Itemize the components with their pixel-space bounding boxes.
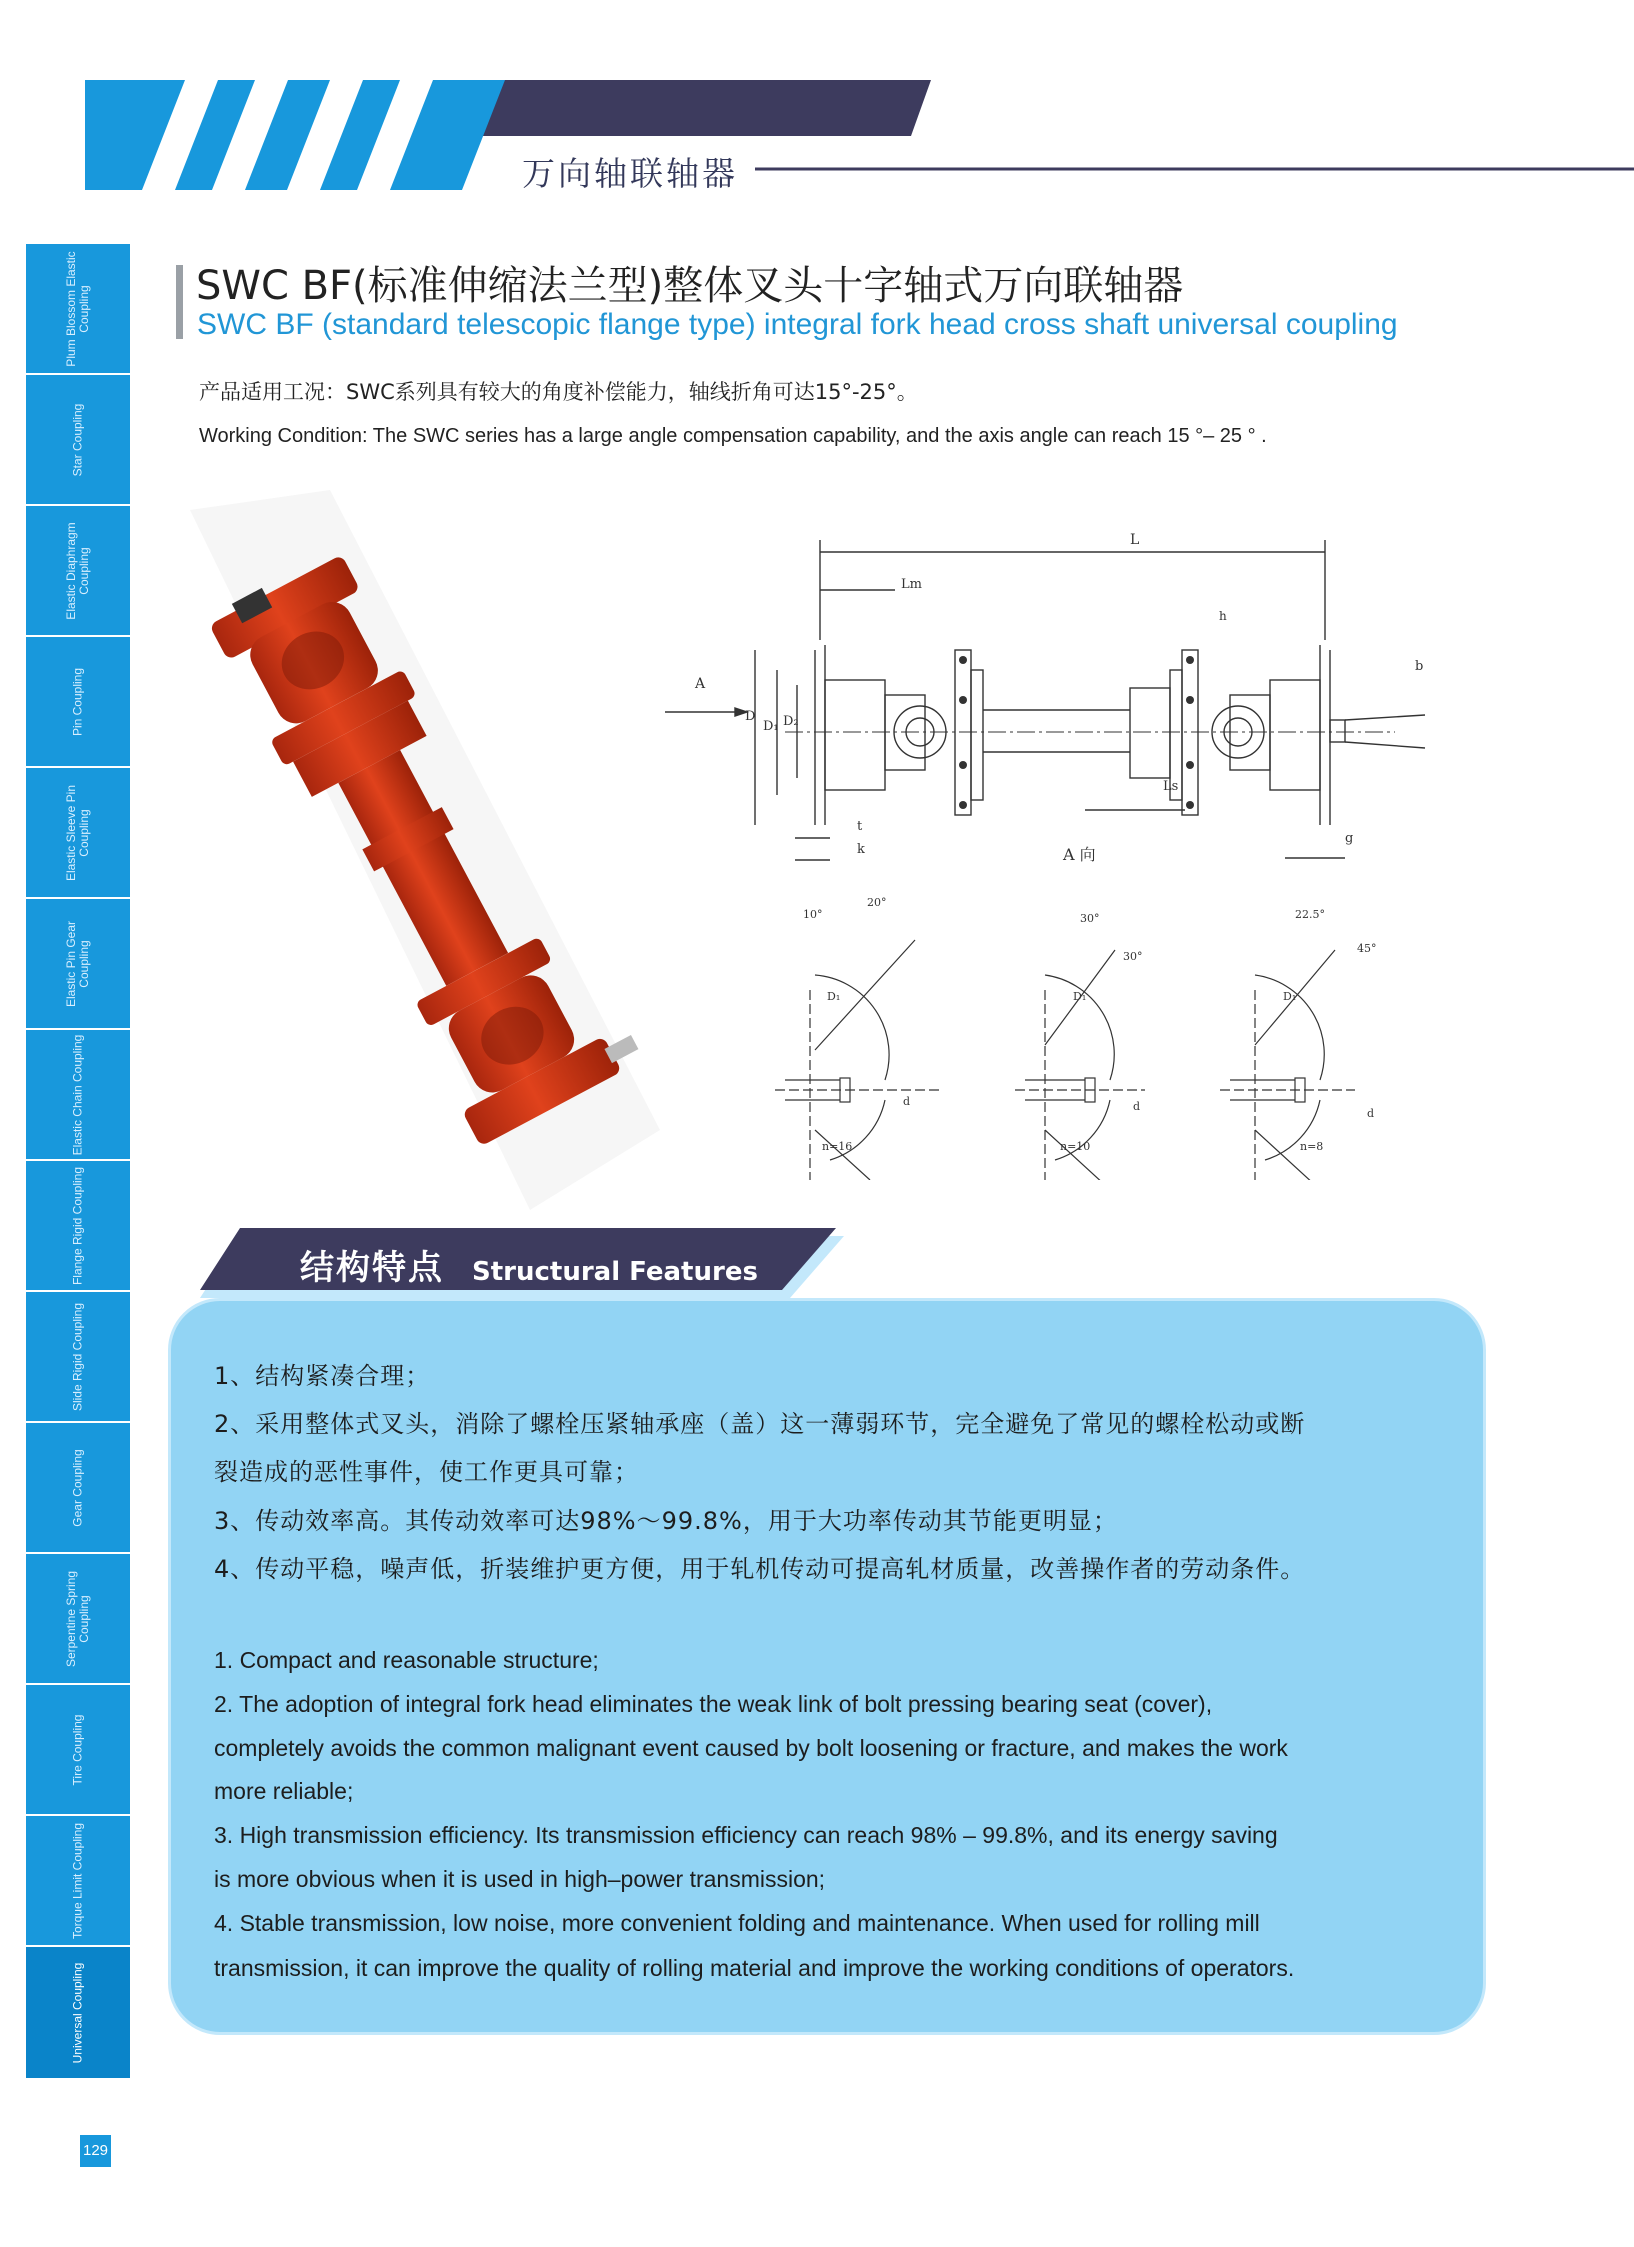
working-condition-en: Working Condition: The SWC series has a large angle compensation capability, and the axis angle can reach 15 °– 25 ° .: [199, 425, 1267, 447]
view1-dia: D₁: [827, 990, 841, 1003]
title-accent-bar: [176, 265, 183, 339]
product-photo: [190, 490, 660, 1210]
sidebar-item-label: Plum Blossom Elastic Coupling: [64, 250, 91, 367]
dim-h: h: [1219, 609, 1227, 623]
dim-b: b: [1415, 659, 1424, 674]
feature-en-line: 3. High transmission efficiency. Its transmission efficiency can reach 98% – 99.8%, and its energy saving: [214, 1822, 1278, 1848]
view3-angle2: 45°: [1357, 942, 1377, 955]
dim-k: k: [857, 842, 865, 857]
sidebar-item-gear[interactable]: [26, 1423, 130, 1554]
view2-d: d: [1133, 1100, 1141, 1113]
feature-en-line: 4. Stable transmission, low noise, more convenient folding and maintenance. When used for rolling mill: [214, 1910, 1260, 1936]
features-heading-en: Structural Features: [472, 1257, 758, 1287]
view3-d: d: [1367, 1107, 1375, 1120]
view1-angle2: 20°: [867, 896, 887, 909]
sidebar-item-label: Pin Coupling: [70, 667, 85, 736]
sidebar-item-label: Flange Rigid Coupling: [70, 1166, 85, 1285]
feature-cn-line: 1、结构紧凑合理；: [214, 1362, 431, 1390]
sidebar-item-tire[interactable]: [26, 1685, 130, 1816]
dim-Ls: Ls: [1163, 779, 1179, 794]
feature-en-line: more reliable;: [214, 1778, 354, 1804]
feature-en-line: completely avoids the common malignant event caused by bolt loosening or fracture, and makes the work: [214, 1735, 1288, 1761]
sidebar-item-label: Torque Limit Coupling: [70, 1822, 85, 1939]
dim-t: t: [857, 819, 863, 834]
view2-n: n=10: [1060, 1140, 1091, 1153]
sidebar-item-label: Star Coupling: [70, 403, 85, 476]
view2-angle1: 30°: [1080, 912, 1100, 925]
sidebar-item-label: Universal Coupling: [70, 1962, 85, 2063]
sidebar-item-flange-rigid[interactable]: [26, 1161, 130, 1292]
view1-d: d: [903, 1095, 911, 1108]
category-title: 万向轴联轴器: [522, 154, 738, 193]
sidebar-item-label: Elastic Diaphragm Coupling: [64, 521, 91, 620]
page-number: 129: [80, 2135, 111, 2167]
sidebar-item-elastic-chain[interactable]: [26, 1030, 130, 1161]
feature-cn-line: 裂造成的恶性事件，使工作更具可靠；: [214, 1458, 639, 1486]
dim-g: g: [1345, 831, 1354, 846]
feature-en-line: 1. Compact and reasonable structure;: [214, 1647, 599, 1673]
feature-en-line: is more obvious when it is used in high–power transmission;: [214, 1866, 826, 1892]
sidebar-item-label: Slide Rigid Coupling: [70, 1302, 85, 1411]
view1-angle1: 10°: [803, 908, 823, 921]
features-heading-cn: 结构特点: [300, 1248, 444, 1288]
feature-cn-line: 4、传动平稳，噪声低，折装维护更方便，用于轧机传动可提高轧材质量，改善操作者的劳动条件。: [214, 1555, 1306, 1583]
dim-Lm: Lm: [901, 577, 922, 592]
technical-drawing: [655, 520, 1500, 1180]
sidebar-item-pin[interactable]: [26, 637, 130, 768]
feature-en-line: 2. The adoption of integral fork head eliminates the weak link of bolt pressing bearing seat (cover),: [214, 1691, 1213, 1717]
view3-dia: D₁: [1283, 990, 1297, 1003]
working-condition-cn: 产品适用工况：SWC系列具有较大的角度补偿能力，轴线折角可达15°-25°。: [199, 380, 918, 404]
sidebar-nav: [26, 244, 130, 2080]
sidebar-item-label: Elastic Pin Gear Coupling: [64, 920, 91, 1007]
sidebar-item-elastic-diaphragm[interactable]: [26, 506, 130, 637]
product-title-en: SWC BF (standard telescopic flange type) integral fork head cross shaft universal coupling: [197, 308, 1398, 341]
view-direction-label: A 向: [1063, 845, 1096, 864]
feature-cn-line: 2、采用整体式叉头，消除了螺栓压紧轴承座（盖）这一薄弱环节，完全避免了常见的螺栓松动或断: [214, 1410, 1306, 1438]
sidebar-item-elastic-pin-gear[interactable]: [26, 899, 130, 1030]
view2-dia: D₁: [1073, 990, 1087, 1003]
sidebar-item-elastic-sleeve-pin[interactable]: [26, 768, 130, 899]
sidebar-item-serpentine-spring[interactable]: [26, 1554, 130, 1685]
header-banner: [0, 0, 1634, 200]
sidebar-item-label: Elastic Chain Coupling: [70, 1034, 85, 1155]
dim-D: D: [745, 709, 756, 724]
sidebar-item-label: Elastic Sleeve Pin Coupling: [64, 784, 91, 881]
view1-n: n=16: [822, 1140, 853, 1153]
sidebar-item-label: Gear Coupling: [70, 1448, 85, 1527]
sidebar-item-torque-limit[interactable]: [26, 1816, 130, 1947]
sidebar-item-plum-blossom[interactable]: [26, 244, 130, 375]
product-title-cn: SWC BF(标准伸缩法兰型)整体叉头十字轴式万向联轴器: [196, 263, 1184, 309]
sidebar-item-star[interactable]: [26, 375, 130, 506]
feature-cn-line: 3、传动效率高。其传动效率可达98%～99.8%，用于大功率传动其节能更明显；: [214, 1507, 1118, 1535]
feature-en-line: transmission, it can improve the quality of rolling material and improve the working conditions of operators.: [214, 1955, 1295, 1981]
sidebar-item-label: Tire Coupling: [70, 1714, 85, 1785]
dim-A: A: [695, 676, 706, 692]
sidebar-item-label: Serpentine Spring Coupling: [64, 1570, 91, 1667]
sidebar-item-slide-rigid[interactable]: [26, 1292, 130, 1423]
view3-n: n=8: [1300, 1140, 1324, 1153]
dim-L: L: [1130, 532, 1140, 548]
dim-D2: D₂: [783, 714, 799, 729]
view3-angle1: 22.5°: [1295, 908, 1325, 921]
view2-angle2: 30°: [1123, 950, 1143, 963]
sidebar-item-universal[interactable]: [26, 1947, 130, 2080]
dim-D1: D₁: [763, 719, 779, 734]
